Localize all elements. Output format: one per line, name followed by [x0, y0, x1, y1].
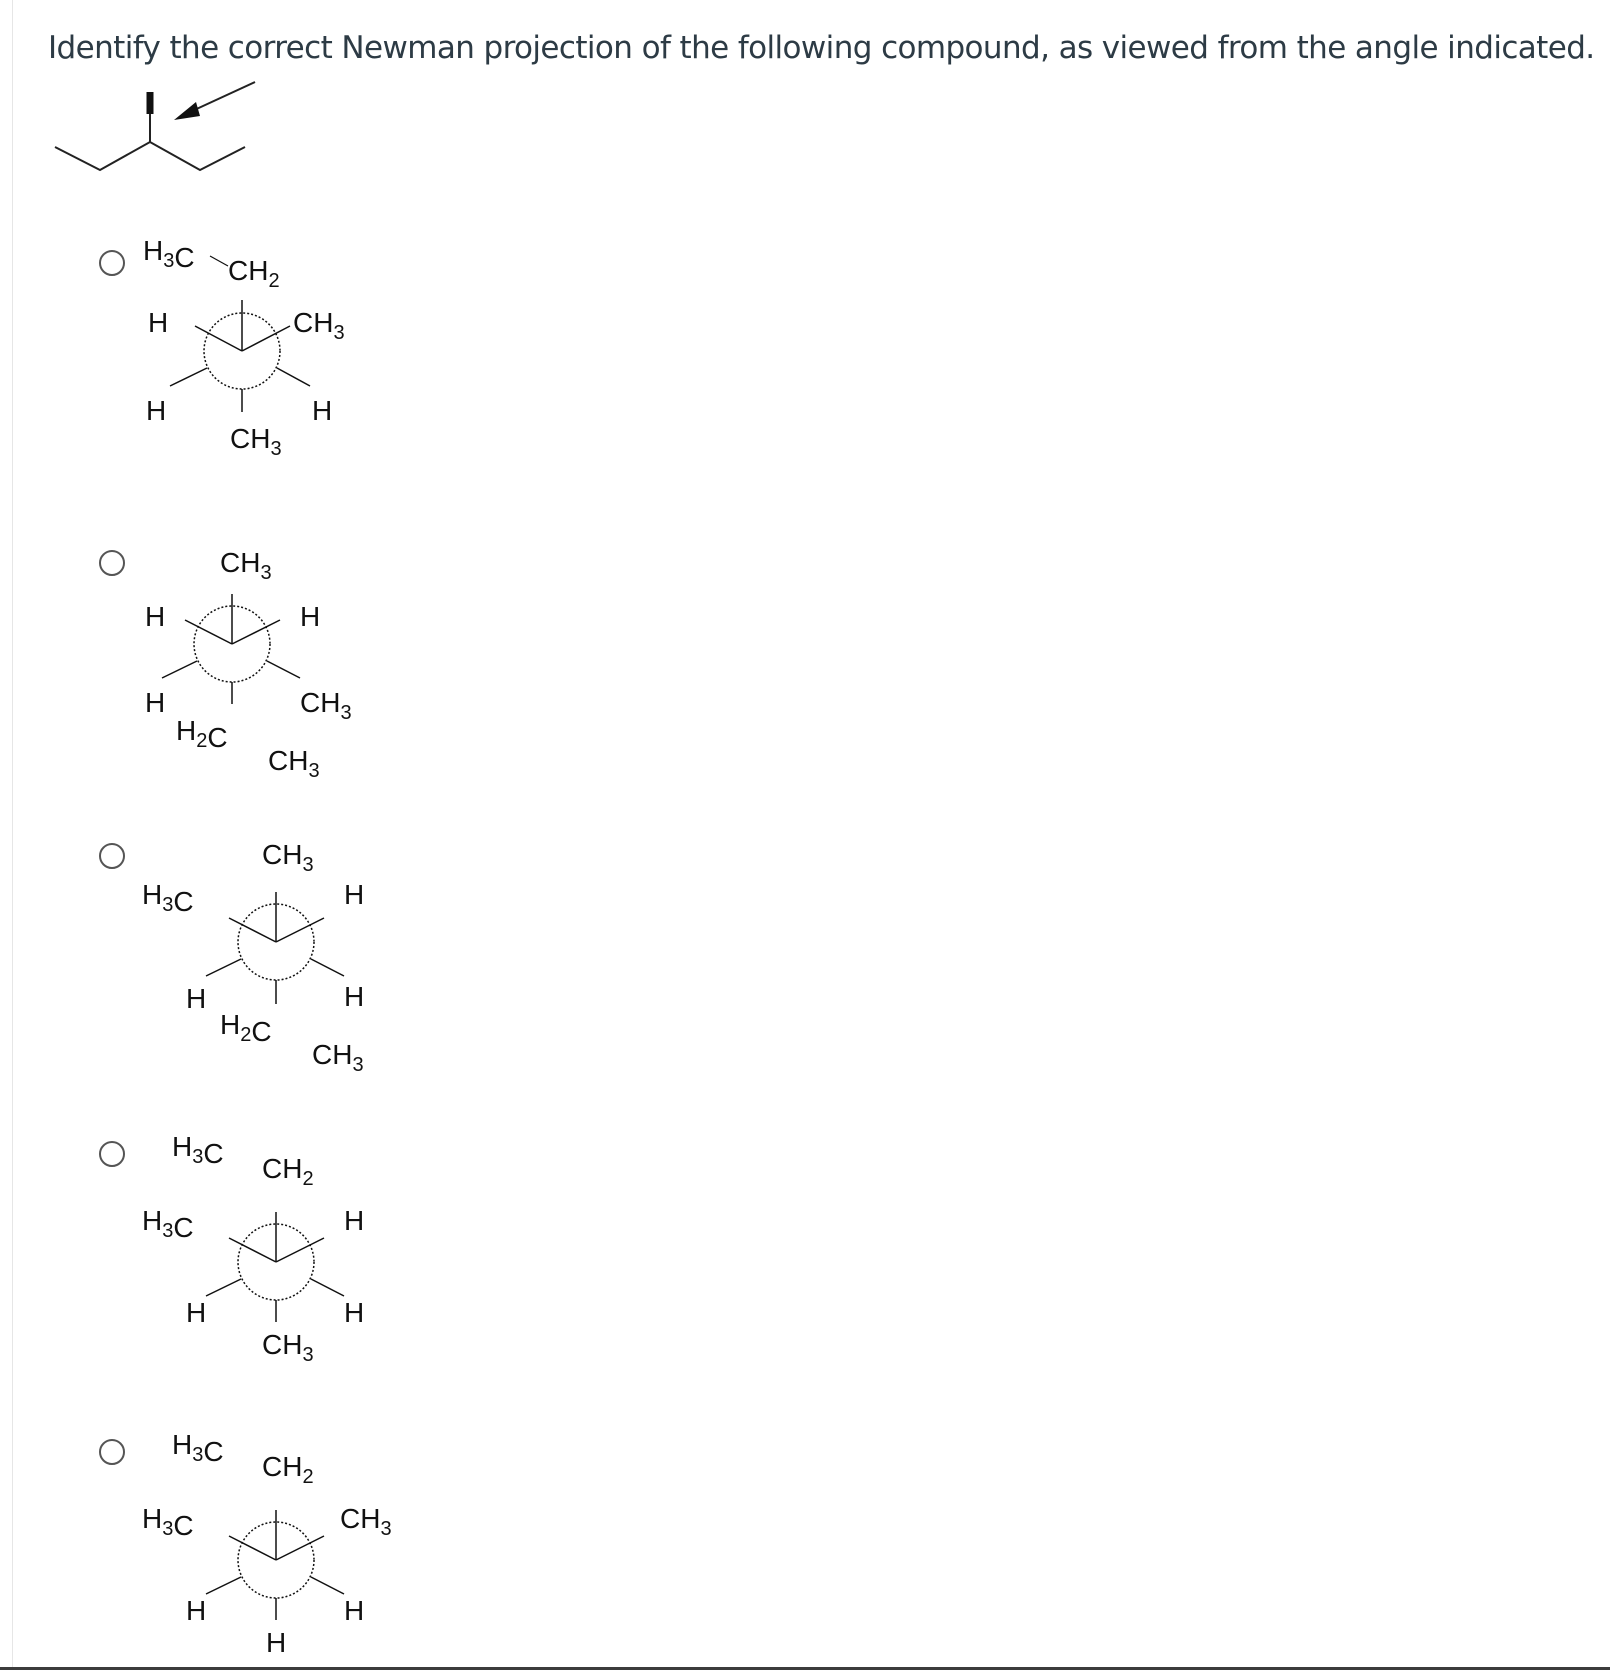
label-bottom: $CH_3$	[230, 423, 282, 460]
option-e-newman	[140, 1424, 420, 1667]
label-top: $CH_2$	[228, 255, 280, 292]
label-left: H	[145, 601, 166, 632]
label-bottomleft: H	[186, 1595, 207, 1626]
option-a-newman	[140, 236, 400, 486]
label-bottomleft: H	[186, 983, 207, 1014]
label-topleft: $H_3C$	[172, 1131, 224, 1169]
option-d-radio[interactable]	[99, 1141, 125, 1167]
label-left: $H_3C$	[142, 879, 194, 917]
option-c-newman	[140, 834, 400, 1084]
label-bottomleft: H	[186, 1297, 207, 1328]
label-left: $H_3C$	[142, 1503, 194, 1541]
left-border	[0, 0, 13, 1670]
label-bottomleft: H	[145, 687, 166, 718]
label-right: H	[344, 879, 365, 910]
label-bottomright: H	[312, 395, 333, 426]
label-topleft: $H_3C$	[172, 1429, 224, 1467]
option-b-newman	[140, 532, 400, 782]
label-bottomright: H	[344, 1297, 365, 1328]
label-bottomleft: H	[146, 395, 167, 426]
question-text: Identify the correct Newman projection of the following compound, as viewed from the angle indicated.	[48, 30, 1595, 66]
label-right: $CH_3$	[340, 1503, 392, 1540]
label-left: $H_3C$	[142, 1205, 194, 1243]
label-top: $CH_2$	[262, 1451, 314, 1488]
label-top: $CH_3$	[262, 839, 314, 876]
option-d-newman	[140, 1126, 400, 1376]
label-bottom: H	[266, 1627, 287, 1658]
label-left: H	[148, 307, 169, 338]
option-a-radio[interactable]	[99, 250, 125, 276]
label-bottom: $H_2C$	[176, 715, 228, 753]
option-b-radio[interactable]	[99, 550, 125, 576]
label-right: H	[344, 1205, 365, 1236]
label-bottomright: H	[344, 1595, 365, 1626]
label-right: $CH_3$	[293, 307, 345, 344]
label-top: $CH_2$	[262, 1153, 314, 1190]
label-bottomtail: $CH_3$	[268, 745, 320, 782]
option-c-radio[interactable]	[99, 843, 125, 869]
label-bottomright: $CH_3$	[300, 687, 352, 724]
skeletal-structure	[50, 80, 270, 190]
label-bottom: $H_2C$	[220, 1009, 272, 1047]
label-bottomtail: $CH_3$	[312, 1039, 364, 1076]
label-top: $CH_3$	[220, 547, 272, 584]
label-right: H	[300, 601, 321, 632]
option-e-radio[interactable]	[99, 1439, 125, 1465]
label-topleft: $H_3C$	[143, 236, 195, 273]
label-bottom: $CH_3$	[262, 1329, 314, 1366]
label-bottomright: H	[344, 981, 365, 1012]
